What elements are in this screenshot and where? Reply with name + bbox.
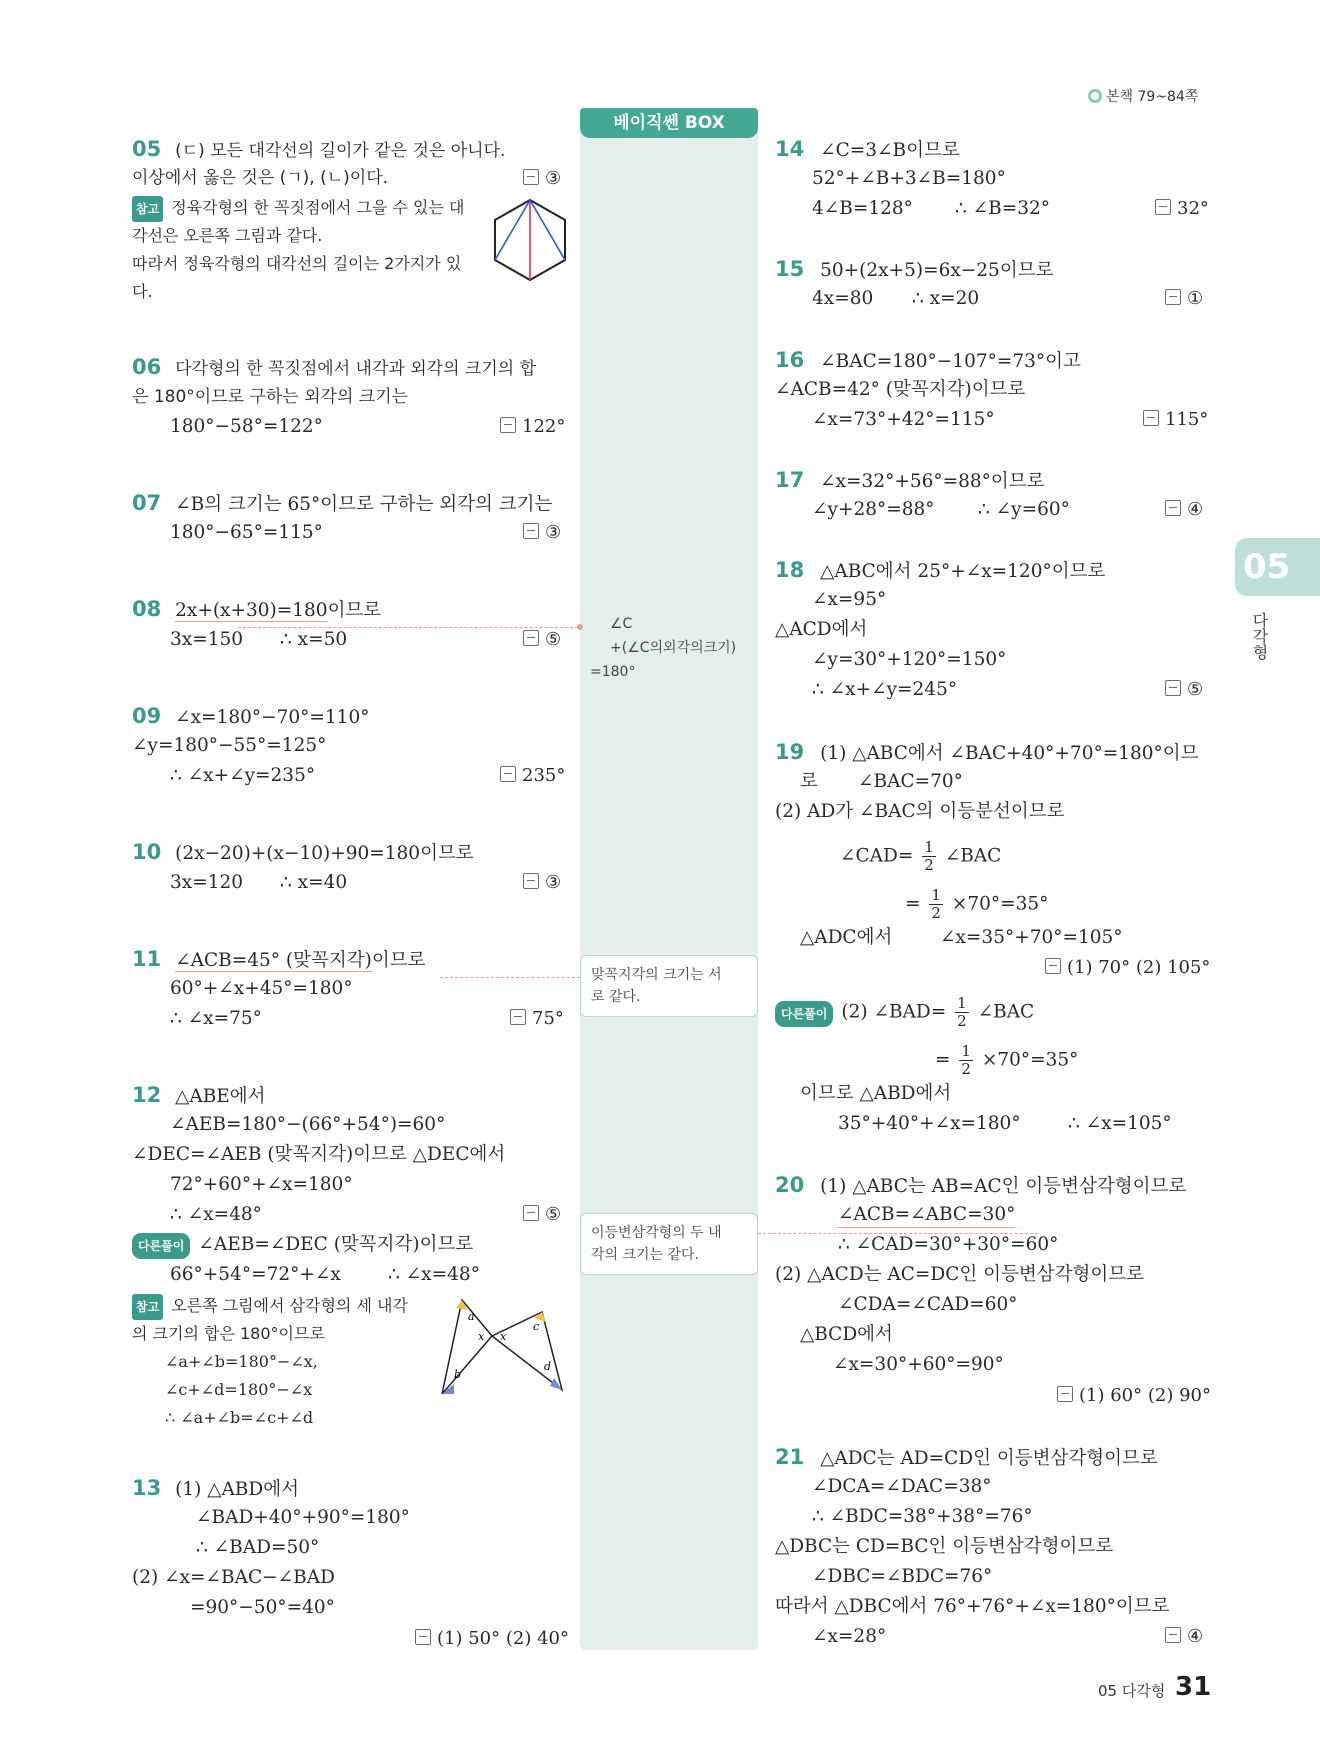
problem-19-answer: (1) 70° (2) 105° xyxy=(1045,956,1210,980)
answer-icon xyxy=(523,1205,539,1221)
note-badge: 참고 xyxy=(132,196,163,222)
answer-icon xyxy=(510,1009,526,1025)
problem-05-answer: ③ xyxy=(523,167,561,191)
problem-09-answer: 235° xyxy=(500,764,565,788)
header-ref: 본책 79~84쪽 xyxy=(1088,86,1198,106)
problem-17-line2b: ∴ ∠y=60° xyxy=(978,499,1070,520)
problem-21-line3: ∴ ∠BDC=38°+38°=76° xyxy=(812,1506,1033,1527)
alt-solution-badge: 다른풀이 xyxy=(132,1233,190,1259)
fraction-half: $\frac{1}{2}$ xyxy=(931,886,941,922)
problem-19-line2b: ∠BAC=70° xyxy=(858,771,963,792)
bowtie-triangles-figure xyxy=(440,1298,565,1398)
problem-19-line4: ∠CAD= $\frac{1}{2}$ ∠BAC xyxy=(840,838,1002,874)
problem-15-line2b: ∴ x=20 xyxy=(912,288,980,309)
box-note-08: ∠C +(∠C의외각의크기) =180° xyxy=(590,616,737,680)
problem-number: 12 xyxy=(132,1083,162,1107)
problem-10-line2b: ∴ x=40 xyxy=(280,872,348,893)
problem-20-line6: △BCD에서 xyxy=(800,1324,893,1345)
problem-21-line1: 21 △ADC는 AD=CD인 이등변삼각형이므로 xyxy=(775,1445,1158,1469)
problem-12-note5: ∴ ∠a+∠b=∠c+∠d xyxy=(165,1408,314,1427)
fraction-half: $\frac{1}{2}$ xyxy=(957,994,967,1030)
fraction-half: $\frac{1}{2}$ xyxy=(924,838,934,874)
problem-number: 07 xyxy=(132,491,162,515)
problem-number: 10 xyxy=(132,840,162,864)
problem-19-line1: 19 (1) △ABC에서 ∠BAC+40°+70°=180°이므 xyxy=(775,740,1199,764)
problem-13-line3: ∴ ∠BAD=50° xyxy=(196,1537,320,1558)
answer-icon xyxy=(1165,289,1181,305)
problem-09-line2: ∠y=180°−55°=125° xyxy=(132,735,327,756)
problem-19-alt4b: ∴ ∠x=105° xyxy=(1068,1113,1172,1134)
problem-07-line2: 180°−65°=115° xyxy=(170,522,323,543)
problem-15-line1: 15 50+(2x+5)=6x−25이므로 xyxy=(775,257,1054,281)
problem-21-line4: △DBC는 CD=BC인 이등변삼각형이므로 xyxy=(775,1536,1114,1557)
answer-icon xyxy=(1165,1627,1181,1643)
answer-icon xyxy=(1165,500,1181,516)
problem-06-line2: 은 180°이므로 구하는 외각의 크기는 xyxy=(132,387,409,407)
problem-14-line3b: ∴ ∠B=32° xyxy=(955,198,1051,219)
problem-18-line4: ∠y=30°+120°=150° xyxy=(812,649,1007,670)
problem-13-line1: 13 (1) △ABD에서 xyxy=(132,1476,299,1500)
problem-10-line2a: 3x=120 xyxy=(170,872,244,893)
problem-10-line1: 10 (2x−20)+(x−10)+90=180이므로 xyxy=(132,840,474,864)
problem-11-line2: 60°+∠x+45°=180° xyxy=(170,978,353,999)
problem-number: 09 xyxy=(132,704,162,728)
problem-14-answer: 32° xyxy=(1155,197,1209,221)
problem-15-line2a: 4x=80 xyxy=(812,288,874,309)
problem-09-line3: ∴ ∠x+∠y=235° xyxy=(170,765,316,786)
problem-12-note4: ∠c+∠d=180°−∠x xyxy=(165,1380,313,1399)
problem-12-note2: 의 크기의 합은 180°이므로 xyxy=(132,1324,325,1343)
problem-19-alt3: 이므로 △ABD에서 xyxy=(800,1083,952,1104)
problem-18-answer: ⑤ xyxy=(1165,678,1203,702)
problem-09-line1: 09 ∠x=180°−70°=110° xyxy=(132,704,370,728)
problem-20-line3: ∴ ∠CAD=30°+30°=60° xyxy=(838,1234,1059,1255)
problem-12-note3: ∠a+∠b=180°−∠x, xyxy=(165,1352,318,1371)
problem-11-answer: 75° xyxy=(510,1007,564,1031)
hexagon-diagonals-figure xyxy=(492,198,568,282)
problem-number: 16 xyxy=(775,348,805,372)
problem-19-line5: = $\frac{1}{2}$ ×70°=35° xyxy=(905,886,1049,922)
problem-number: 17 xyxy=(775,468,805,492)
problem-number: 11 xyxy=(132,947,162,971)
problem-number: 19 xyxy=(775,740,805,764)
problem-12-note1: 참고 오른쪽 그림에서 삼각형의 세 내각 xyxy=(132,1294,408,1320)
problem-number: 05 xyxy=(132,137,162,161)
problem-07-line1: 07 ∠B의 크기는 65°이므로 구하는 외각의 크기는 xyxy=(132,491,553,515)
problem-number: 08 xyxy=(132,597,162,621)
basic-box-title: 베이직쎈 BOX xyxy=(580,108,758,138)
problem-11-line1: 11 ∠ACB=45° (맞꼭지각)이므로 xyxy=(132,947,426,971)
problem-19-line3: (2) AD가 ∠BAC의 이등분선이므로 xyxy=(775,801,1065,822)
problem-17-line2a: ∠y+28°=88° xyxy=(812,499,935,520)
problem-17-line1: 17 ∠x=32°+56°=88°이므로 xyxy=(775,468,1045,492)
problem-06-answer: 122° xyxy=(500,415,565,439)
problem-05-line1: 05 (ㄷ) 모든 대각선의 길이가 같은 것은 아니다. xyxy=(132,137,506,161)
alt-solution-badge: 다른풀이 xyxy=(775,1001,833,1027)
problem-08-line2b: ∴ x=50 xyxy=(280,629,348,650)
problem-number: 21 xyxy=(775,1445,805,1469)
answer-icon xyxy=(500,766,516,782)
problem-14-line2: 52°+∠B+3∠B=180° xyxy=(812,168,1006,189)
problem-20-line7: ∠x=30°+60°=90° xyxy=(833,1354,1004,1375)
problem-19-line6a: △ADC에서 xyxy=(800,927,893,948)
problem-13-line5: =90°−50°=40° xyxy=(190,1597,335,1618)
box-note-20: 이등변삼각형의 두 내 각의 크기는 같다. xyxy=(580,1213,758,1275)
leader-dot-08 xyxy=(577,624,583,630)
problem-13-line4: (2) ∠x=∠BAC−∠BAD xyxy=(132,1567,335,1588)
box-note-11: 맞꼭지각의 크기는 서 로 같다. xyxy=(580,955,758,1017)
book-icon xyxy=(1088,89,1102,103)
leader-line-11 xyxy=(440,977,580,978)
problem-05-note1: 참고 정육각형의 한 꼭짓점에서 그을 수 있는 대 xyxy=(132,196,464,222)
problem-19-alt4a: 35°+40°+∠x=180° xyxy=(838,1113,1021,1134)
angle-x-right-label: x xyxy=(500,1330,507,1343)
problem-21-line6: 따라서 △DBC에서 76°+76°+∠x=180°이므로 xyxy=(775,1596,1170,1617)
problem-12-alt1: 다른풀이 ∠AEB=∠DEC (맞꼭지각)이므로 xyxy=(132,1233,473,1259)
problem-19-line6b: ∠x=35°+70°=105° xyxy=(940,927,1123,948)
answer-icon xyxy=(1045,958,1061,974)
problem-20-line5: ∠CDA=∠CAD=60° xyxy=(838,1294,1018,1315)
problem-number: 14 xyxy=(775,137,805,161)
problem-19-line2a: 로 xyxy=(800,771,818,792)
problem-16-line1: 16 ∠BAC=180°−107°=73°이고 xyxy=(775,348,1081,372)
problem-20-answer: (1) 60° (2) 90° xyxy=(1057,1384,1211,1408)
answer-icon xyxy=(500,417,516,433)
fraction-half: $\frac{1}{2}$ xyxy=(961,1042,971,1078)
problem-08-answer: ⑤ xyxy=(523,628,561,652)
problem-12-alt2a: 66°+54°=72°+∠x xyxy=(170,1264,341,1285)
problem-07-answer: ③ xyxy=(523,521,561,545)
problem-12-line2: ∠AEB=180°−(66°+54°)=60° xyxy=(170,1114,446,1135)
problem-number: 06 xyxy=(132,355,162,379)
problem-06-line3: 180°−58°=122° xyxy=(170,416,323,437)
problem-16-line2: ∠ACB=42° (맞꼭지각)이므로 xyxy=(775,379,1026,400)
problem-15-answer: ① xyxy=(1165,287,1203,311)
problem-21-answer: ④ xyxy=(1165,1625,1203,1649)
problem-18-line3: △ACD에서 xyxy=(775,619,868,640)
problem-20-line2: ∠ACB=∠ABC=30° xyxy=(838,1203,1015,1228)
problem-12-alt2b: ∴ ∠x=48° xyxy=(388,1264,480,1285)
problem-08-line2a: 3x=150 xyxy=(170,629,244,650)
problem-21-line5: ∠DBC=∠BDC=76° xyxy=(812,1566,993,1587)
angle-d-label: d xyxy=(544,1360,552,1373)
problem-17-answer: ④ xyxy=(1165,498,1203,522)
angle-c-label: c xyxy=(533,1320,540,1333)
problem-12-line3: ∠DEC=∠AEB (맞꼭지각)이므로 △DEC에서 xyxy=(132,1144,506,1165)
problem-19-alt2: = $\frac{1}{2}$ ×70°=35° xyxy=(935,1042,1079,1078)
problem-13-line2: ∠BAD+40°+90°=180° xyxy=(196,1507,410,1528)
problem-11-line3: ∴ ∠x=75° xyxy=(170,1008,262,1029)
problem-06-line1: 06 다각형의 한 꼭짓점에서 내각과 외각의 크기의 합 xyxy=(132,355,536,379)
problem-05-note3: 따라서 정육각형의 대각선의 길이는 2가지가 있 xyxy=(132,254,462,273)
problem-08-line1: 08 2x+(x+30)=180이므로 xyxy=(132,597,382,621)
problem-14-line1: 14 ∠C=3∠B이므로 xyxy=(775,137,960,161)
answer-icon xyxy=(1143,410,1159,426)
problem-21-line2: ∠DCA=∠DAC=38° xyxy=(812,1476,992,1497)
problem-12-line5: ∴ ∠x=48° xyxy=(170,1204,262,1225)
problem-16-line3: ∠x=73°+42°=115° xyxy=(812,409,995,430)
problem-18-line2: ∠x=95° xyxy=(812,589,887,610)
problem-12-answer: ⑤ xyxy=(523,1203,561,1227)
angle-b-label: b xyxy=(454,1368,462,1381)
problem-12-line1: 12 △ABE에서 xyxy=(132,1083,266,1107)
basic-box-column xyxy=(580,108,758,1650)
answer-icon xyxy=(1165,680,1181,696)
note-badge: 참고 xyxy=(132,1294,163,1320)
problem-05-note4: 다. xyxy=(132,282,153,301)
problem-18-line1: 18 △ABC에서 25°+∠x=120°이므로 xyxy=(775,558,1106,582)
problem-19-alt1: 다른풀이 (2) ∠BAD= $\frac{1}{2}$ ∠BAC xyxy=(775,995,1034,1030)
problem-20-line1: 20 (1) △ABC는 AB=AC인 이등변삼각형이므로 xyxy=(775,1173,1187,1197)
problem-number: 15 xyxy=(775,257,805,281)
problem-20-line4: (2) △ACD는 AC=DC인 이등변삼각형이므로 xyxy=(775,1264,1145,1285)
problem-21-line7: ∠x=28° xyxy=(812,1626,887,1647)
answer-icon xyxy=(523,873,539,889)
problem-number: 13 xyxy=(132,1476,162,1500)
problem-05-line2: 이상에서 옳은 것은 (ㄱ), (ㄴ)이다. xyxy=(132,168,389,188)
problem-10-answer: ③ xyxy=(523,871,561,895)
problem-12-line4: 72°+60°+∠x=180° xyxy=(170,1174,353,1195)
answer-icon xyxy=(523,630,539,646)
answer-icon xyxy=(523,169,539,185)
problem-number: 20 xyxy=(775,1173,805,1197)
chapter-tab-label: 다각형 xyxy=(1250,612,1269,660)
answer-icon xyxy=(523,523,539,539)
problem-16-answer: 115° xyxy=(1143,408,1208,432)
angle-a-label: a xyxy=(468,1310,475,1323)
problem-14-line3a: 4∠B=128° xyxy=(812,198,913,219)
problem-05-note2: 각선은 오른쪽 그림과 같다. xyxy=(132,226,323,245)
answer-icon xyxy=(1057,1386,1073,1402)
answer-icon xyxy=(1155,199,1171,215)
problem-number: 18 xyxy=(775,558,805,582)
angle-x-left-label: x xyxy=(478,1330,485,1343)
problem-18-line5: ∴ ∠x+∠y=245° xyxy=(812,679,958,700)
page-number: 31 xyxy=(1175,1672,1212,1702)
chapter-tab: 05 xyxy=(1235,538,1320,596)
answer-icon xyxy=(415,1629,431,1645)
problem-13-answer: (1) 50° (2) 40° xyxy=(415,1627,569,1651)
footer-chapter: 05 다각형 xyxy=(1098,1682,1166,1700)
